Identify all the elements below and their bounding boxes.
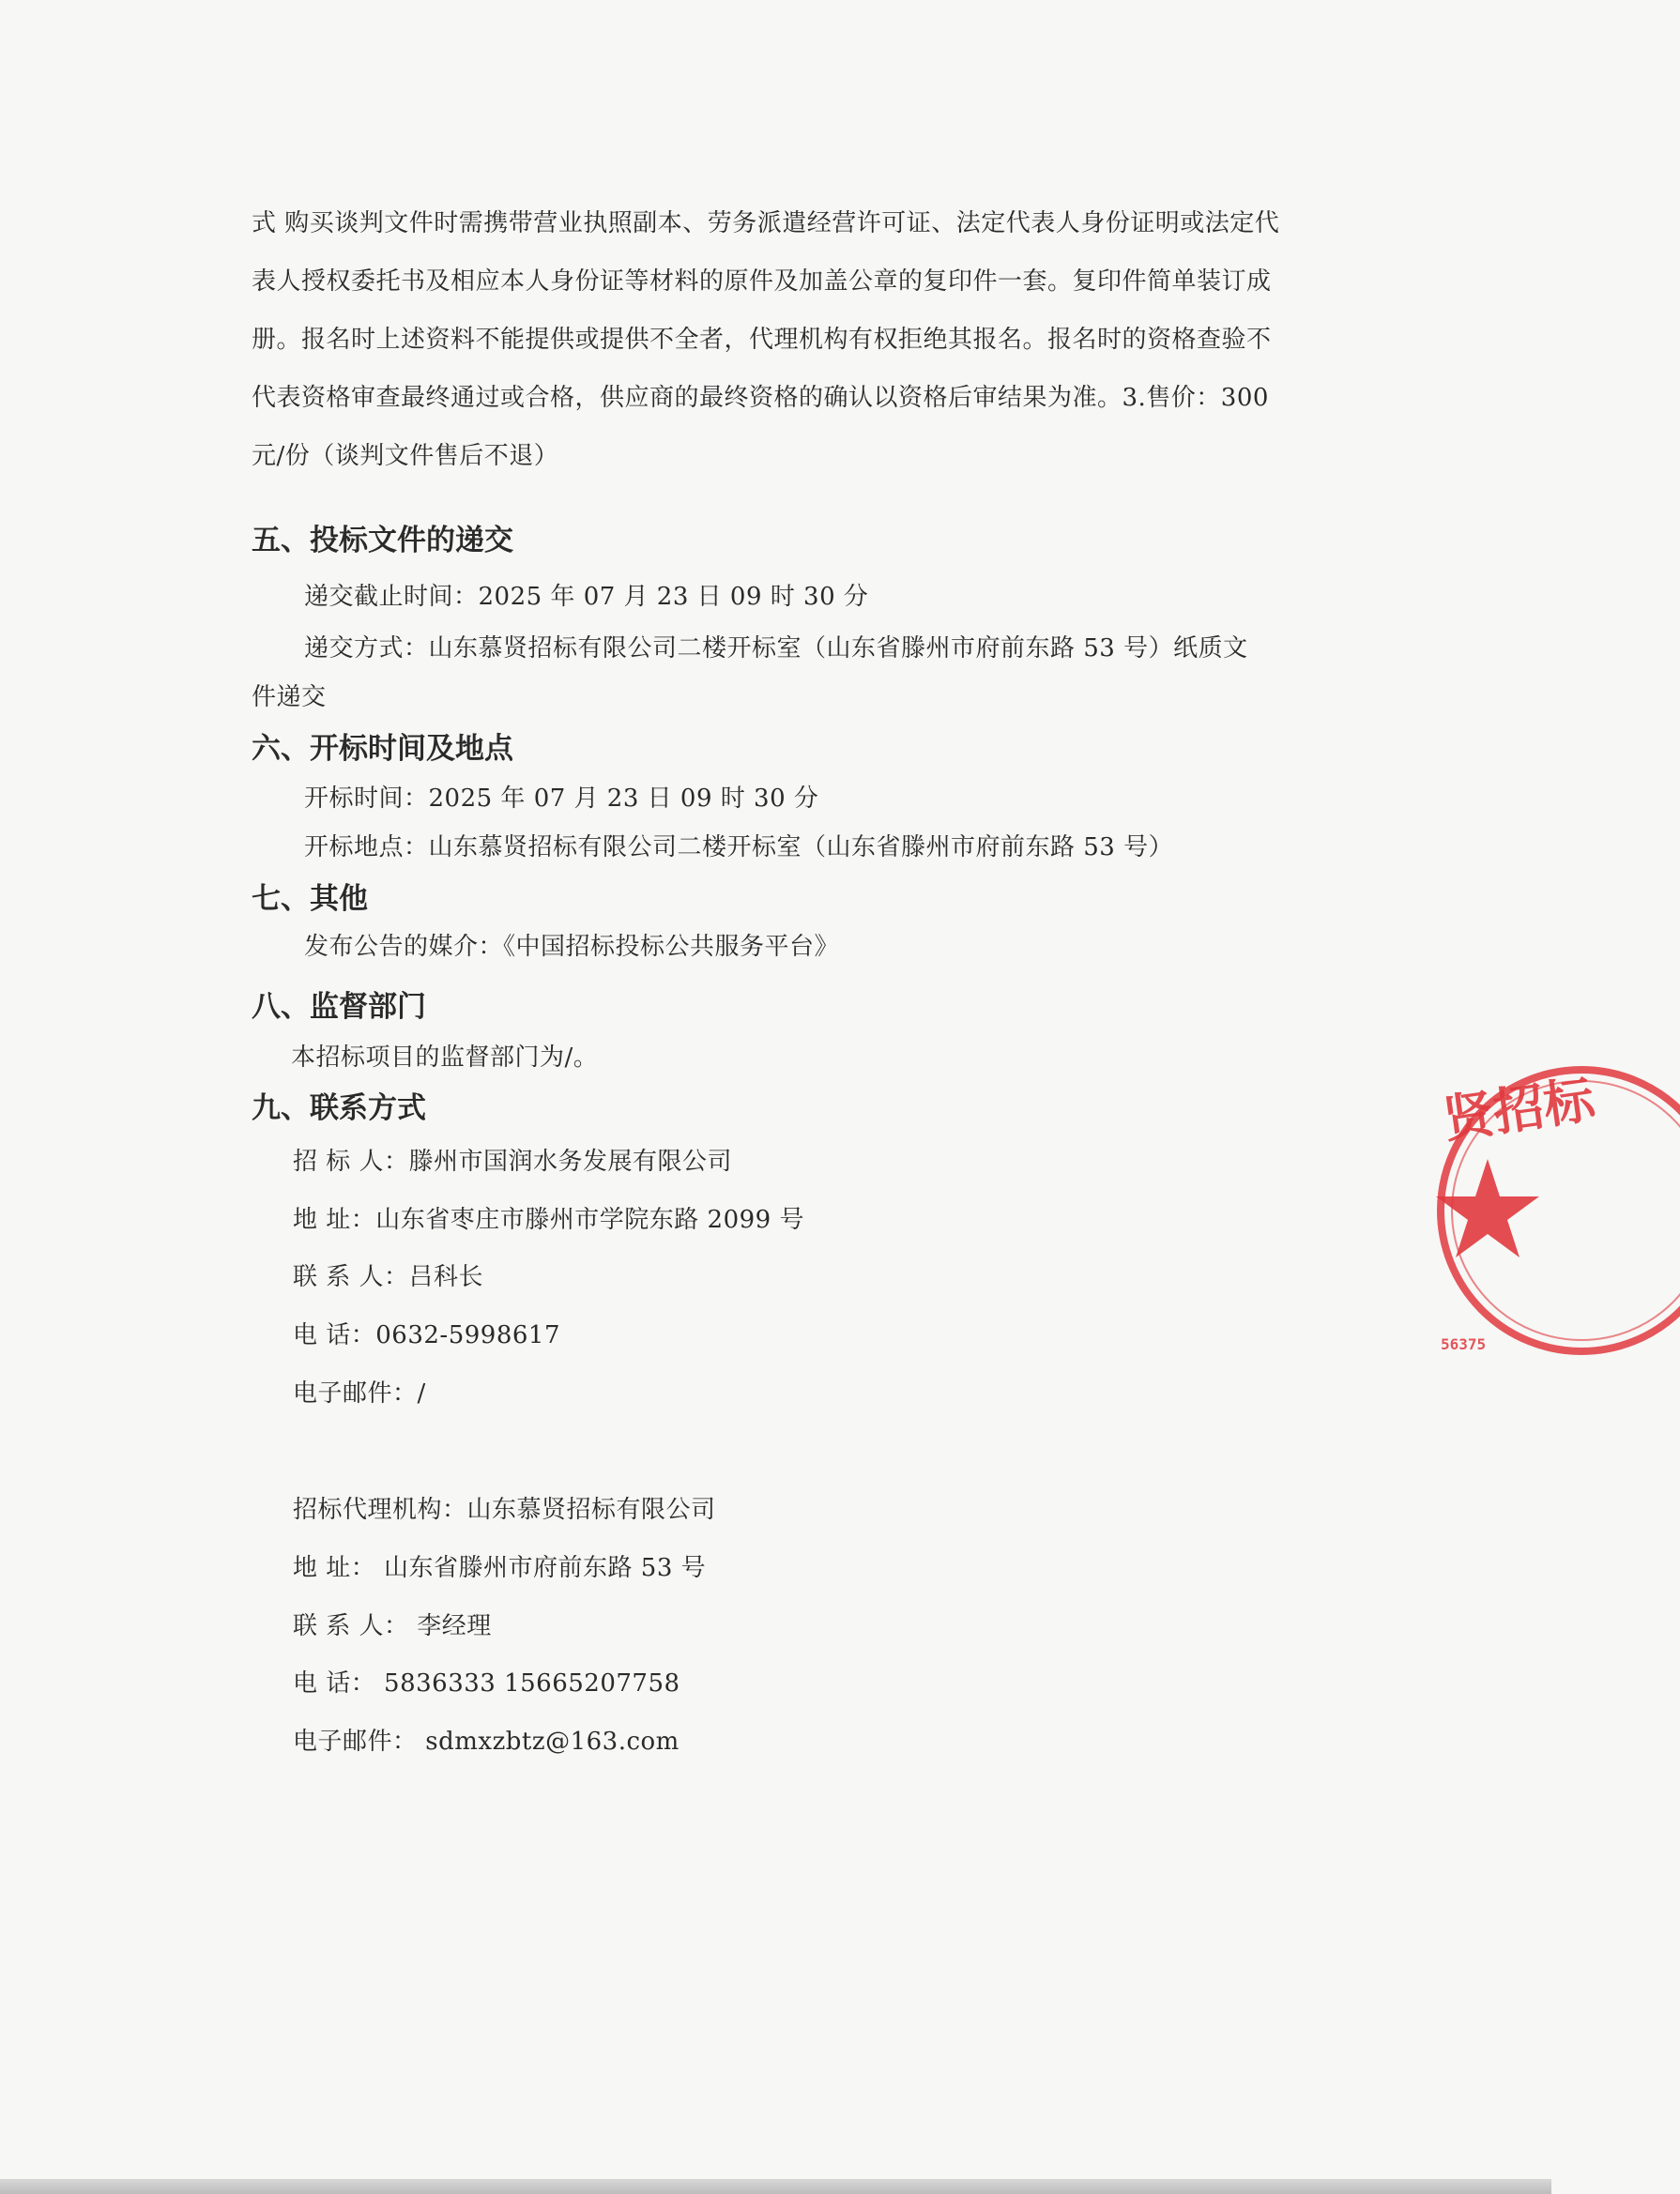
contact-value: 滕州市国润水务发展有限公司 — [408, 1148, 733, 1176]
tenderer-contact-row — [293, 1257, 483, 1292]
section7-heading: 七、其他 — [252, 882, 368, 916]
contact-label: 地 址： — [293, 1206, 376, 1234]
contact-label: 联 系 人： — [293, 1263, 409, 1291]
contact-label: 招标代理机构： — [293, 1496, 467, 1524]
agent-address-row — [293, 1548, 706, 1583]
contact-label: 招 标 人： — [293, 1148, 409, 1176]
contact-label: 电子邮件： — [293, 1728, 418, 1756]
contact-value: 山东慕贤招标有限公司 — [466, 1496, 716, 1524]
contact-value: 0632-5998617 — [375, 1321, 561, 1349]
contact-label: 电子邮件： — [293, 1379, 418, 1408]
tenderer-name-row — [293, 1142, 732, 1177]
agent-name-row — [293, 1490, 716, 1525]
contact-value: 5836333 15665207758 — [375, 1669, 680, 1698]
contact-value: sdmxzbtz@163.com — [417, 1728, 680, 1756]
section5-heading: 五、投标文件的递交 — [252, 524, 513, 557]
contact-label: 联 系 人： — [293, 1612, 409, 1640]
tenderer-phone-row — [293, 1316, 560, 1350]
company-seal-stamp — [1436, 1042, 1680, 1379]
contact-value: 吕科长 — [408, 1263, 484, 1291]
tenderer-address-row — [293, 1200, 804, 1235]
contact-value: 山东省枣庄市滕州市学院东路 2099 号 — [375, 1206, 804, 1234]
contact-value: 山东省滕州市府前东路 53 号 — [375, 1554, 707, 1582]
contact-value: 李经理 — [408, 1612, 492, 1640]
publication-media: 发布公告的媒介：《中国招标投标公共服务平台》 — [304, 933, 840, 961]
submission-method-line2: 件递交 — [252, 683, 327, 711]
agent-contact-row — [293, 1607, 492, 1641]
supervision-text: 本招标项目的监督部门为/。 — [291, 1044, 599, 1072]
submission-method-line1: 递交方式：山东慕贤招标有限公司二楼开标室（山东省滕州市府前东路 53 号）纸质文 — [304, 634, 1248, 663]
contact-label: 地 址： — [293, 1554, 376, 1582]
section9-heading: 九、联系方式 — [252, 1091, 426, 1125]
agent-email-row — [293, 1722, 680, 1757]
seal-number: 56375 — [1441, 1335, 1487, 1353]
registration-paragraph: 式 购买谈判文件时需携带营业执照副本、劳务派遣经营许可证、法定代表人身份证明或法定代表人授权委托书及相应本人身份证等材料的原件及加盖公章的复印件一套。复印件简单装订成册。报名时上述资料不能提供或提供不全者，代理机构有权拒绝其报名。报名时的资格查验不代表资格审查最终通过或合格，供应商的最终资格的确认以资格后审结果为准。3.售价：300 元/份（谈判文件售后不退） — [252, 209, 1280, 470]
tenderer-email-row — [293, 1374, 426, 1409]
contact-label: 电 话： — [293, 1669, 376, 1698]
agent-phone-row — [293, 1664, 680, 1699]
contact-value: / — [417, 1379, 426, 1408]
section6-heading: 六、开标时间及地点 — [252, 732, 513, 766]
opening-time: 开标时间：2025 年 07 月 23 日 09 时 30 分 — [304, 785, 819, 813]
submission-deadline: 递交截止时间：2025 年 07 月 23 日 09 时 30 分 — [304, 583, 869, 611]
opening-place: 开标地点：山东慕贤招标有限公司二楼开标室（山东省滕州市府前东路 53 号） — [304, 833, 1174, 861]
seal-text: 贤招标 — [1439, 1070, 1598, 1150]
scan-edge — [0, 2179, 1551, 2194]
contact-label: 电 话： — [293, 1321, 376, 1349]
section8-heading: 八、监督部门 — [252, 990, 426, 1024]
